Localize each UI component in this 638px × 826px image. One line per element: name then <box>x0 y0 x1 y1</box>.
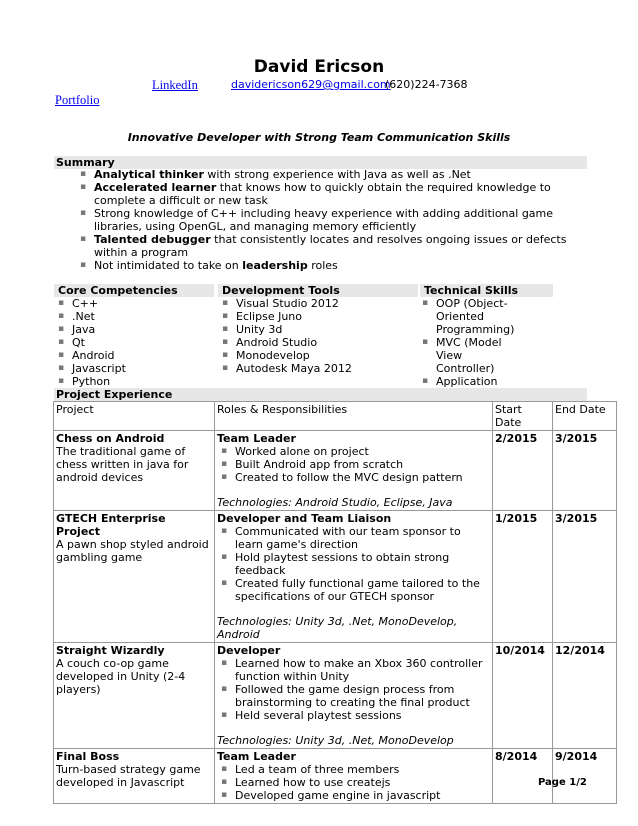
roles-cell <box>215 431 493 511</box>
list-item: ▪ Developed game engine in javascript <box>217 789 490 802</box>
list-item: ▪ Eclipse Juno <box>218 310 418 323</box>
project-description: A pawn shop styled android gambling game <box>56 538 209 564</box>
list-item: ▪ Java <box>54 323 214 336</box>
header-project: Project <box>54 402 215 431</box>
list-item: ▪ Autodesk Maya 2012 <box>218 362 418 375</box>
technologies-line: Technologies: Unity 3d, .Net, MonoDevelop, Android <box>217 615 458 641</box>
summary-item: ▪ Talented debugger that consistently locates and resolves ongoing issues or defects within a program <box>76 233 586 259</box>
responsibilities-list <box>217 525 490 603</box>
start-date: 8/2014 <box>493 749 553 804</box>
core-competencies-list <box>54 297 214 388</box>
list-item: ▪ Learned how to make an Xbox 360 controller function within Unity <box>217 657 490 683</box>
table-row <box>54 511 617 643</box>
responsibilities-list <box>217 763 490 802</box>
list-item: ▪ Hold playtest sessions to obtain strong feedback <box>217 551 490 577</box>
development-tools-list <box>218 297 418 375</box>
roles-cell <box>215 643 493 749</box>
summary-item: ▪ Analytical thinker with strong experience with Java as well as .Net <box>76 168 586 181</box>
header-start-date: Start Date <box>493 402 553 431</box>
technologies-line: Technologies: Unity 3d, .Net, MonoDevelop <box>217 734 454 747</box>
project-title: GTECH Enterprise Project <box>56 512 166 538</box>
project-description: Turn-based strategy game developed in Javascript <box>56 763 201 789</box>
header-roles: Roles & Responsibilities <box>215 402 493 431</box>
project-cell <box>54 643 215 749</box>
table-row <box>54 431 617 511</box>
header-end-date: End Date <box>553 402 617 431</box>
role-title: Developer and Team Liaison <box>217 512 392 525</box>
start-date: 2/2015 <box>493 431 553 511</box>
project-cell <box>54 431 215 511</box>
project-cell <box>54 511 215 643</box>
summary-item: ▪ Not intimidated to take on leadership roles <box>76 259 586 272</box>
resume-name: David Ericson <box>253 57 385 77</box>
end-date: 12/2014 <box>553 643 617 749</box>
project-cell <box>54 749 215 804</box>
table-row <box>54 643 617 749</box>
linkedin-link[interactable]: LinkedIn <box>152 78 198 92</box>
list-item: ▪ Held several playtest sessions <box>217 709 490 722</box>
table-header-row <box>54 402 617 431</box>
summary-item: ▪ Accelerated learner that knows how to quickly obtain the required knowledge to complete a difficult or new task <box>76 181 586 207</box>
list-item: ▪ Monodevelop <box>218 349 418 362</box>
list-item: ▪ Android Studio <box>218 336 418 349</box>
roles-cell <box>215 511 493 643</box>
list-item: ▪ Android <box>54 349 214 362</box>
role-title: Team Leader <box>217 432 296 445</box>
list-item: ▪ Led a team of three members <box>217 763 490 776</box>
end-date: 3/2015 <box>553 511 617 643</box>
project-description: A couch co-op game developed in Unity (2-4 players) <box>56 657 186 696</box>
list-item: ▪ Worked alone on project <box>217 445 490 458</box>
list-item: ▪ .Net <box>54 310 214 323</box>
responsibilities-list <box>217 657 490 722</box>
start-date: 1/2015 <box>493 511 553 643</box>
list-item: ▪ Qt <box>54 336 214 349</box>
list-item: ▪ Application <box>418 375 518 401</box>
experience-title: Project Experience <box>56 388 173 401</box>
development-tools-title: Development Tools <box>218 284 418 297</box>
role-title: Team Leader <box>217 750 296 763</box>
technologies-line: Technologies: Android Studio, Eclipse, Java <box>217 496 453 509</box>
experience-table <box>53 401 617 804</box>
end-date: 9/2014 <box>553 749 617 804</box>
email-link[interactable]: davidericson629@gmail.com <box>231 78 391 91</box>
list-item: ▪ Learned how to use createjs <box>217 776 490 789</box>
responsibilities-list <box>217 445 490 484</box>
end-date: 3/2015 <box>553 431 617 511</box>
list-item: ▪ OOP (Object-Oriented Programming) <box>418 297 518 336</box>
list-item: ▪ Built Android app from scratch <box>217 458 490 471</box>
page-number: Page 1/2 <box>538 777 587 788</box>
start-date: 10/2014 <box>493 643 553 749</box>
list-item: ▪ Communicated with our team sponsor to learn game's direction <box>217 525 490 551</box>
technical-skills-list <box>418 297 518 401</box>
list-item: ▪ Followed the game design process from brainstorming to creating the final product <box>217 683 490 709</box>
headline: Innovative Developer with Strong Team Communication Skills <box>127 131 511 144</box>
summary-list <box>76 168 586 272</box>
project-title: Chess on Android <box>56 432 165 445</box>
technical-skills-title: Technical Skills <box>420 284 553 297</box>
project-description: The traditional game of chess written in java for android devices <box>56 445 189 484</box>
summary-title: Summary <box>56 156 115 169</box>
core-competencies-title: Core Competencies <box>54 284 214 297</box>
project-title: Final Boss <box>56 750 120 763</box>
list-item: ▪ Python <box>54 375 214 388</box>
list-item: ▪ Unity 3d <box>218 323 418 336</box>
list-item: ▪ MVC (Model View Controller) <box>418 336 518 375</box>
roles-cell <box>215 749 493 804</box>
list-item: ▪ Created to follow the MVC design pattern <box>217 471 490 484</box>
list-item: ▪ Javascript <box>54 362 214 375</box>
list-item: ▪ C++ <box>54 297 214 310</box>
summary-item: ▪ Strong knowledge of C++ including heavy experience with adding additional game libraries, using OpenGL, and managing memory efficiently <box>76 207 586 233</box>
list-item: ▪ Created fully functional game tailored to the specifications of our GTECH sponsor <box>217 577 490 603</box>
portfolio-link[interactable]: Portfolio <box>55 93 100 107</box>
phone-number: (620)224-7368 <box>385 78 468 91</box>
table-row <box>54 749 617 804</box>
role-title: Developer <box>217 644 281 657</box>
project-title: Straight Wizardly <box>56 644 165 657</box>
list-item: ▪ Visual Studio 2012 <box>218 297 418 310</box>
